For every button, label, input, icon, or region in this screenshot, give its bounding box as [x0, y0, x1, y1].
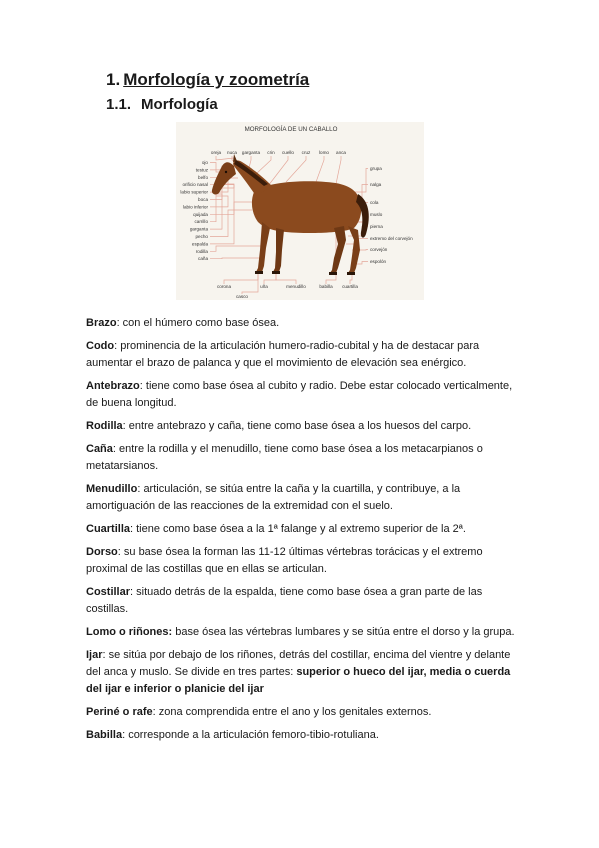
definition-paragraph [86, 418, 516, 435]
definition-text: : corresponde a la articulación femoro-tibio-rotuliana. [122, 729, 379, 741]
definition-term: Menudillo [86, 483, 138, 495]
definition-paragraph [86, 544, 516, 578]
leader-line [210, 246, 262, 251]
definition-text: : situado detrás de la espalda, tiene como base ósea a gran parte de las costillas. [86, 586, 483, 615]
definition-text: : con el húmero como base ósea. [116, 317, 280, 329]
definition-text: : tiene como base ósea al cubito y radio. Debe estar colocado verticalmente, de buena longitud. [86, 380, 513, 409]
bottom-label: menudillo [286, 284, 306, 289]
top-label: crin [267, 150, 275, 155]
definition-paragraph [86, 378, 516, 412]
left-label: labio inferior [182, 204, 208, 210]
leader-line [352, 169, 368, 193]
leader-line [210, 196, 228, 207]
definition-paragraph [86, 315, 516, 332]
definition-paragraph [86, 441, 516, 475]
subsection-number: 1.1. [106, 96, 132, 113]
subsection-title: Morfología [141, 96, 218, 113]
leader-line [216, 156, 234, 160]
definition-paragraph [86, 338, 516, 372]
leader-line [268, 156, 288, 186]
definition-paragraph [86, 727, 516, 744]
definition-text: : prominencia de la articulación humero-radio-cubital y ha de destacar para aumentar el brazo de palanca y que el movimiento de elevación sea enérgico. [86, 340, 480, 369]
leader-line [224, 270, 258, 284]
definition-text: : zona comprendida entre el ano y los genitales externos. [152, 706, 432, 718]
figure-title: MORFOLOGÍA DE UN CABALLO [244, 126, 338, 133]
definition-text: : su base ósea la forman las 11-12 últimas vértebras torácicas y el extremo proximal de las costillas que en ellas se articulan. [86, 546, 483, 575]
definition-term: Costillar [86, 586, 131, 598]
right-label: nalga [370, 182, 382, 187]
horse-illustration [212, 154, 369, 275]
leader-line [286, 156, 306, 182]
left-label: orificio nasal [182, 182, 208, 188]
definition-term: Ijar [86, 649, 103, 661]
definition-paragraph [86, 521, 516, 538]
definition-term: Periné o rafe [86, 706, 153, 718]
right-label: grupa [370, 166, 382, 171]
top-label: cruz [301, 150, 311, 155]
definition-text: : tiene como base ósea a la 1ª falange y al extremo superior de la 2ª. [130, 523, 466, 535]
definition-term: Lomo o riñones: [86, 626, 173, 638]
definition-text: : entre la rodilla y el menudillo, tiene como base ósea a los metacarpianos o metatarsianos. [86, 443, 483, 472]
definition-text: : articulación, se sitúa entre la caña y la cuartilla, y contribuye, a la amortiguación de las reacciones de la extremidad con el suelo. [86, 483, 461, 512]
horse-diagram [176, 122, 424, 300]
definition-term: Rodilla [86, 420, 123, 432]
definition-paragraph [86, 624, 516, 641]
definition-paragraph [86, 481, 516, 515]
definition-term: Antebrazo [86, 380, 140, 392]
definition-term: Cuartilla [86, 523, 131, 535]
section-number: 1. [106, 70, 121, 89]
bottom-label: corona [216, 284, 232, 289]
left-label: espalda [191, 241, 208, 247]
section-heading [106, 70, 309, 90]
bottom-label: casco [235, 294, 249, 299]
definition-paragraph [86, 704, 516, 721]
left-label: labio superior [180, 189, 208, 195]
right-label: corvejón [370, 247, 388, 252]
left-label: carrillo [194, 219, 208, 225]
right-label: pierna [370, 224, 383, 229]
left-label: pecho [195, 234, 208, 239]
definition-text: base ósea las vértebras lumbares y se sitúa entre el dorso y la grupa. [172, 626, 515, 638]
left-label: rodilla [195, 248, 208, 254]
right-label: muslo [370, 212, 383, 217]
leader-line [256, 156, 271, 174]
top-label: nuca [227, 150, 237, 155]
left-label: quijada [193, 211, 208, 217]
definition-term: Babilla [86, 729, 123, 741]
left-label: caña [198, 256, 208, 262]
definition-text: : entre antebrazo y caña, tiene como base ósea a los huesos del carpo. [122, 420, 472, 432]
definition-text: : se sitúa por debajo de los riñones, detrás del costillar, encima del vientre y delante del anca y muslo. Se divide en tres partes: [86, 649, 511, 678]
left-label: boca [198, 197, 208, 202]
definition-bold-text: superior o hueco del ijar, media o cuerda del ijar e inferior o planicie del ijar [86, 666, 511, 695]
left-label: testuz [195, 167, 208, 173]
top-label: anca [336, 150, 346, 155]
left-label: garganta [189, 226, 208, 232]
left-label: belfo [198, 174, 208, 180]
top-label: cuello [281, 150, 295, 155]
left-label: ojo [201, 160, 208, 165]
definition-paragraph [86, 647, 516, 698]
leader-line [210, 258, 262, 259]
section-title: Morfología y zoometría [123, 70, 310, 89]
leader-line [336, 156, 341, 184]
bottom-label: cuartilla [342, 284, 358, 289]
top-label: oreja [210, 150, 222, 155]
top-label: lomo [319, 150, 329, 155]
subsection-heading [106, 96, 218, 113]
leader-line [316, 156, 324, 182]
right-label: espolón [370, 259, 387, 264]
leader-line [242, 274, 258, 294]
definition-term: Caña [86, 443, 113, 455]
right-label: cola [370, 200, 379, 205]
definition-term: Brazo [86, 317, 117, 329]
bottom-label: babilla [319, 284, 333, 289]
body-text [86, 315, 516, 750]
top-label: garganta [241, 150, 261, 155]
horse-morphology-figure [176, 122, 424, 300]
definition-term: Dorso [86, 546, 118, 558]
right-label: extremo del corvejón [370, 236, 413, 241]
definition-term: Codo [86, 340, 115, 352]
bottom-label: uña [260, 284, 268, 289]
definition-paragraph [86, 584, 516, 618]
